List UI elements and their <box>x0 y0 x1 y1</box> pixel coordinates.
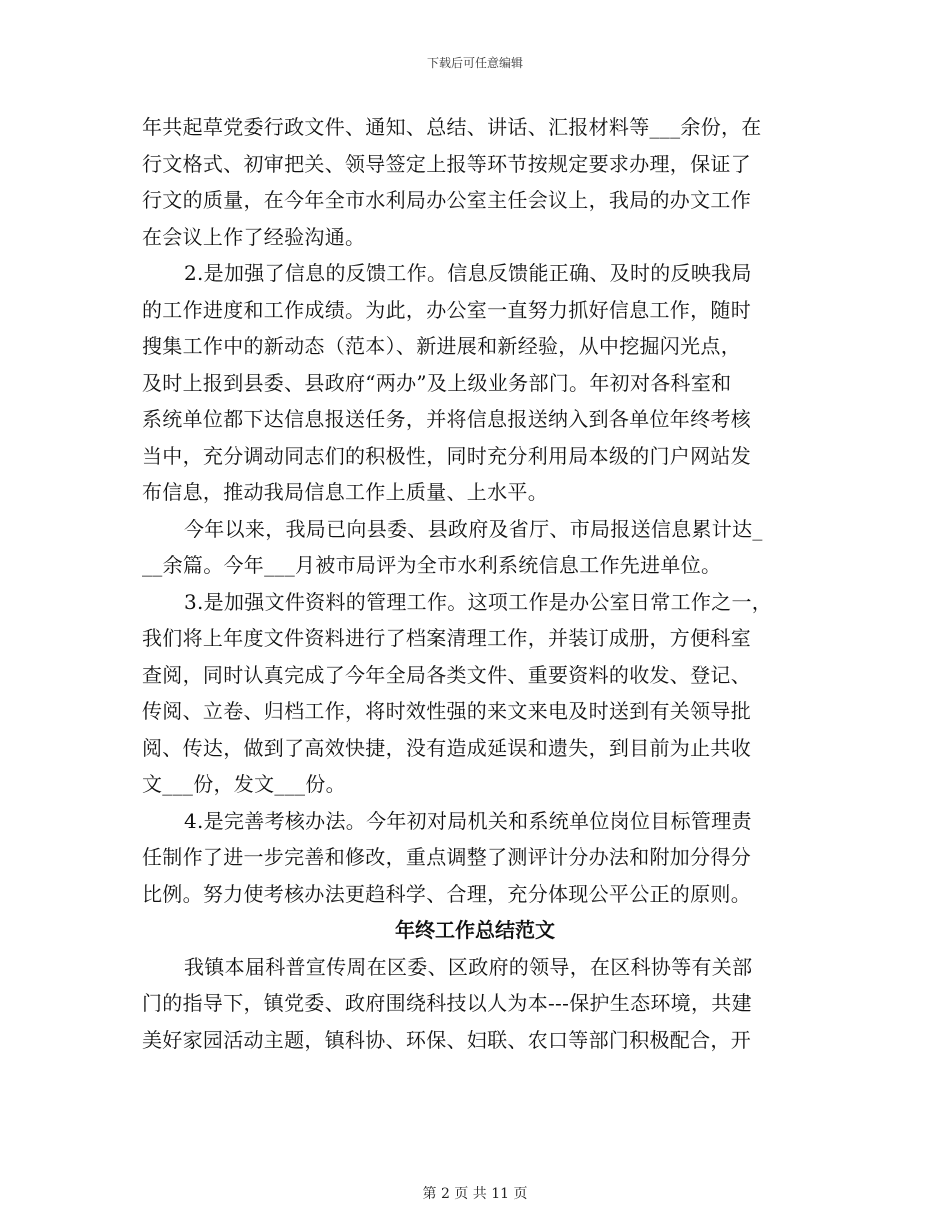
paragraph-line: 我镇本届科普宣传周在区委、区政府的领导，在区科协等有关部 <box>184 955 753 979</box>
paragraph-line: 任制作了进一步完善和修改，重点调整了测评计分办法和附加分得分 <box>142 845 751 869</box>
paragraph-line: 阅、传达，做到了高效快捷，没有造成延误和遗失，到目前为止共收 <box>142 736 751 760</box>
paragraph-line: 门的指导下，镇党委、政府围绕科技以人为本---保护生态环境，共建 <box>142 991 752 1015</box>
paragraph-line: 今年以来，我局已向县委、县政府及省厅、市局报送信息累计达_ <box>184 517 763 541</box>
paragraph-line: 传阅、立卷、归档工作，将时效性强的来文来电及时送到有关领导批 <box>142 699 751 723</box>
paragraph-line: __余篇。今年___月被市局评为全市水利系统信息工作先进单位。 <box>142 553 722 577</box>
page-footer: 第 2 页 共 11 页 <box>422 1186 528 1202</box>
paragraph-line: 查阅，同时认真完成了今年全局各类文件、重要资料的收发、登记、 <box>142 663 751 687</box>
paragraph-line: 行文格式、初审把关、领导签定上报等环节按规定要求办理，保证了 <box>142 152 751 176</box>
paragraph-line: 的工作进度和工作成绩。为此，办公室一直努力抓好信息工作，随时 <box>142 298 751 322</box>
paragraph-line: 3.是加强文件资料的管理工作。这项工作是办公室日常工作之一， <box>184 590 773 614</box>
paragraph-line: 及时上报到县委、县政府“两办”及上级业务部门。年初对各科室和 <box>142 371 732 395</box>
paragraph-line: 搜集工作中的新动态（范本）、新进展和新经验，从中挖掘闪光点， <box>142 334 741 358</box>
paragraph-line: 布信息，推动我局信息工作上质量、上水平。 <box>142 480 548 504</box>
paragraph-line: 在会议上作了经验沟通。 <box>142 225 366 249</box>
paragraph-line: 行文的质量，在今年全市水利局办公室主任会议上，我局的办文工作 <box>142 188 751 212</box>
paragraph-line: 我们将上年度文件资料进行了档案清理工作，并装订成册，方便科室 <box>142 626 751 650</box>
paragraph-line: 2.是加强了信息的反馈工作。信息反馈能正确、及时的反映我局 <box>184 261 752 285</box>
paragraph-line: 4.是完善考核办法。今年初对局机关和系统单位岗位目标管理责 <box>184 809 752 833</box>
paragraph-line: 比例。努力使考核办法更趋科学、合理，充分体现公平公正的原则。 <box>142 882 751 906</box>
paragraph-line: 美好家园活动主题，镇科协、环保、妇联、农口等部门积极配合，开 <box>142 1028 751 1052</box>
paragraph-line: 文___份，发文___份。 <box>142 772 346 796</box>
page-header: 下载后可任意编辑 <box>426 56 523 70</box>
paragraph-line: 年共起草党委行政文件、通知、总结、讲话、汇报材料等___余份，在 <box>142 115 762 139</box>
paragraph-line: 当中，充分调动同志们的积极性，同时充分利用局本级的门户网站发 <box>142 444 751 468</box>
section-heading: 年终工作总结范文 <box>395 918 555 942</box>
paragraph-line: 系统单位都下达信息报送任务，并将信息报送纳入到各单位年终考核 <box>142 407 751 431</box>
